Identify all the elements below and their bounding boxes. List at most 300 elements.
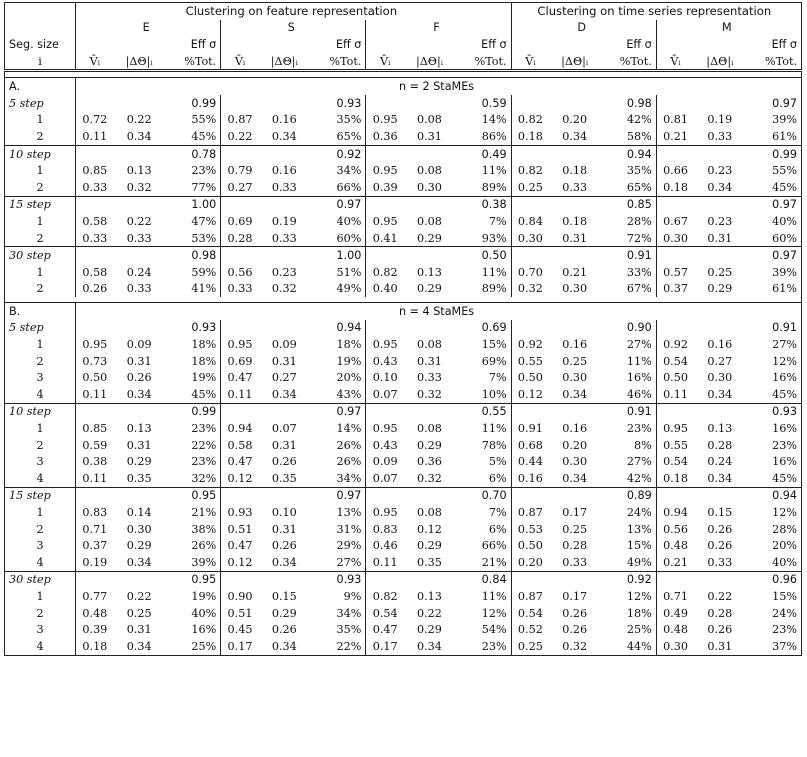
block-eff-row	[5, 403, 802, 420]
v-bar-value: 0.93	[227, 506, 253, 520]
delta-theta-value: 0.34	[408, 638, 455, 655]
block-eff-row	[5, 95, 802, 112]
pct-total-value: 89%	[455, 281, 511, 298]
pct-total-value: 29%	[310, 537, 366, 554]
delta-theta-value: 0.15	[707, 506, 733, 520]
eff-value: 0.99	[165, 95, 221, 112]
data-row	[5, 162, 802, 179]
delta-theta-value: 0.26	[126, 371, 152, 385]
pct-total-value: 15%	[745, 588, 801, 605]
segment-size-label: 5 step	[5, 95, 76, 112]
pct-total-value: 20%	[310, 369, 366, 386]
v-bar-value: 0.11	[82, 471, 108, 485]
delta-theta-value: 0.27	[707, 354, 733, 368]
delta-theta-value: 0.29	[417, 623, 442, 637]
delta-theta-value: 0.31	[271, 522, 297, 536]
data-row	[5, 336, 802, 353]
delta-theta-value: 0.34	[707, 471, 733, 485]
eff-value: 0.38	[455, 196, 511, 213]
pct-total-value: 65%	[310, 128, 366, 145]
seg-index-header: i	[5, 53, 76, 71]
delta-theta-value: 0.29	[126, 455, 152, 469]
segment-index: 1	[5, 588, 76, 605]
delta-theta-value: 0.29	[417, 539, 442, 553]
pct-total-value: 23%	[600, 420, 656, 437]
delta-theta-value: 0.32	[417, 471, 442, 485]
delta-theta-value: 0.26	[707, 539, 733, 553]
eff-header: Eff σ	[165, 36, 221, 53]
v-bar-value: 0.17	[366, 638, 408, 655]
header-eff-spacer	[366, 36, 455, 53]
v-bar-value: 0.83	[372, 522, 398, 536]
pct-total-value: 32%	[165, 470, 221, 487]
delta-theta-header: |ΔΘ|ᵢ	[553, 53, 600, 71]
delta-theta-value: 0.36	[417, 455, 442, 469]
pct-total-value: 23%	[745, 437, 801, 454]
spacer-cell	[5, 71, 802, 78]
delta-theta-value: 0.08	[417, 422, 442, 436]
eff-value: 0.95	[165, 571, 221, 588]
delta-theta-value: 0.26	[707, 623, 733, 637]
v-bar-value: 0.21	[663, 129, 688, 143]
data-row	[5, 420, 802, 437]
v-bar-value: 0.87	[517, 506, 543, 520]
section-label: A.	[5, 78, 76, 95]
segment-index: 1	[5, 420, 76, 437]
block-eff-row	[5, 247, 802, 264]
v-bar-value: 0.18	[663, 471, 688, 485]
v-bar-value: 0.38	[82, 455, 108, 469]
eff-value: 0.89	[600, 487, 656, 504]
v-bar-value: 0.25	[511, 638, 553, 655]
eff-value: 0.97	[310, 487, 366, 504]
v-bar-value: 0.95	[227, 338, 253, 352]
segment-index: 3	[5, 453, 76, 470]
v-bar-value: 0.37	[663, 282, 688, 296]
eff-spacer	[656, 247, 745, 264]
pct-total-value: 35%	[600, 162, 656, 179]
eff-value: 1.00	[165, 196, 221, 213]
data-row	[5, 386, 802, 403]
segment-index: 2	[5, 179, 76, 196]
eff-value: 0.92	[600, 571, 656, 588]
pct-total-header: %Tot.	[600, 53, 656, 71]
header-row-sub	[5, 53, 802, 71]
pct-total-value: 25%	[600, 621, 656, 638]
delta-theta-value: 0.31	[562, 231, 588, 245]
header-eff-spacer	[656, 36, 745, 53]
delta-theta-value: 0.32	[417, 387, 442, 401]
eff-header: Eff σ	[455, 36, 511, 53]
pct-total-value: 61%	[745, 281, 801, 298]
delta-theta-value: 0.29	[417, 282, 442, 296]
segment-size-label: 5 step	[5, 320, 76, 337]
eff-value: 0.69	[455, 320, 511, 337]
v-bar-value: 0.17	[221, 638, 263, 655]
v-bar-value: 0.30	[517, 231, 543, 245]
v-bar-value: 0.82	[517, 113, 543, 127]
header-row-methods	[5, 20, 802, 37]
pct-total-value: 38%	[165, 521, 221, 538]
pct-total-value: 40%	[310, 213, 366, 230]
pct-total-value: 11%	[600, 353, 656, 370]
v-bar-value: 0.33	[227, 282, 253, 296]
segment-index: 1	[5, 213, 76, 230]
segment-index: 2	[5, 605, 76, 622]
eff-spacer	[511, 403, 600, 420]
v-bar-value: 0.73	[82, 354, 108, 368]
pct-total-value: 23%	[165, 162, 221, 179]
delta-theta-value: 0.16	[562, 422, 588, 436]
eff-spacer	[76, 95, 165, 112]
v-bar-value: 0.92	[517, 338, 543, 352]
v-bar-value: 0.07	[372, 471, 398, 485]
pct-total-value: 12%	[745, 353, 801, 370]
v-bar-value: 0.94	[227, 422, 253, 436]
pct-total-value: 6%	[455, 470, 511, 487]
v-bar-value: 0.46	[372, 539, 398, 553]
v-bar-value: 0.12	[517, 387, 543, 401]
pct-total-value: 44%	[600, 638, 656, 655]
pct-total-value: 33%	[600, 264, 656, 281]
v-bar-value: 0.11	[227, 387, 253, 401]
eff-spacer	[656, 487, 745, 504]
data-row	[5, 521, 802, 538]
delta-theta-value: 0.34	[707, 387, 733, 401]
v-bar-value: 0.71	[82, 522, 108, 536]
eff-value: 0.93	[310, 95, 366, 112]
v-bar-value: 0.47	[227, 539, 253, 553]
delta-theta-value: 0.26	[562, 606, 588, 620]
data-row	[5, 453, 802, 470]
v-bar-value: 0.56	[663, 522, 688, 536]
v-bar-value: 0.54	[372, 606, 398, 620]
eff-spacer	[76, 320, 165, 337]
data-row	[5, 112, 802, 129]
delta-theta-value: 0.22	[126, 589, 152, 603]
segment-size-label: 15 step	[5, 196, 76, 213]
delta-theta-value: 0.34	[707, 180, 733, 194]
eff-spacer	[366, 247, 455, 264]
pct-total-value: 59%	[165, 264, 221, 281]
delta-theta-value: 0.30	[417, 180, 442, 194]
pct-total-value: 34%	[310, 162, 366, 179]
delta-theta-value: 0.30	[562, 282, 588, 296]
delta-theta-value: 0.34	[126, 387, 152, 401]
delta-theta-value: 0.26	[707, 522, 733, 536]
delta-theta-value: 0.34	[271, 555, 297, 569]
pct-total-value: 54%	[455, 621, 511, 638]
delta-theta-value: 0.28	[562, 539, 588, 553]
pct-total-value: 45%	[745, 386, 801, 403]
v-bar-value: 0.18	[517, 129, 543, 143]
eff-spacer	[656, 320, 745, 337]
pct-total-value: 53%	[165, 230, 221, 247]
v-bar-value: 0.37	[82, 539, 108, 553]
pct-total-value: 28%	[600, 213, 656, 230]
pct-total-value: 86%	[455, 128, 511, 145]
eff-spacer	[366, 320, 455, 337]
pct-total-value: 13%	[310, 504, 366, 521]
pct-total-value: 60%	[745, 230, 801, 247]
delta-theta-value: 0.30	[562, 455, 588, 469]
pct-total-value: 16%	[600, 369, 656, 386]
v-bar-value: 0.90	[227, 589, 253, 603]
pct-total-value: 39%	[745, 112, 801, 129]
delta-theta-value: 0.10	[271, 506, 297, 520]
pct-total-value: 40%	[745, 213, 801, 230]
v-bar-value: 0.47	[227, 371, 253, 385]
delta-theta-value: 0.16	[271, 164, 297, 178]
delta-theta-value: 0.32	[126, 180, 152, 194]
data-row	[5, 128, 802, 145]
delta-theta-value: 0.08	[417, 214, 442, 228]
delta-theta-value: 0.34	[271, 129, 297, 143]
data-row	[5, 537, 802, 554]
section-spacer	[5, 71, 802, 78]
delta-theta-value: 0.30	[562, 371, 588, 385]
v-bar-value: 0.41	[372, 231, 398, 245]
eff-spacer	[76, 196, 165, 213]
pct-total-value: 15%	[600, 537, 656, 554]
block-eff-row	[5, 571, 802, 588]
delta-theta-value: 0.08	[417, 338, 442, 352]
data-row	[5, 554, 802, 571]
eff-value: 0.91	[600, 247, 656, 264]
delta-theta-value: 0.25	[707, 265, 733, 279]
v-bar-value: 0.81	[663, 113, 688, 127]
delta-theta-value: 0.18	[562, 214, 588, 228]
section-title-row	[5, 78, 802, 95]
pct-total-value: 78%	[455, 437, 511, 454]
v-bar-value: 0.16	[517, 471, 543, 485]
delta-theta-value: 0.20	[562, 438, 588, 452]
pct-total-value: 11%	[455, 420, 511, 437]
eff-spacer	[76, 403, 165, 420]
v-bar-value: 0.09	[372, 455, 398, 469]
method-code-f: F	[366, 20, 511, 37]
v-bar-value: 0.12	[227, 471, 253, 485]
pct-total-value: 55%	[745, 162, 801, 179]
v-bar-value: 0.95	[372, 422, 398, 436]
pct-total-value: 16%	[745, 453, 801, 470]
v-bar-value: 0.18	[663, 180, 688, 194]
v-bar-value: 0.95	[663, 422, 688, 436]
segment-index: 4	[5, 470, 76, 487]
v-bar-value: 0.79	[227, 164, 253, 178]
pct-total-value: 18%	[600, 605, 656, 622]
v-bar-value: 0.18	[76, 638, 118, 655]
eff-value: 0.97	[310, 196, 366, 213]
eff-value: 0.84	[455, 571, 511, 588]
v-bar-value: 0.50	[663, 371, 688, 385]
delta-theta-value: 0.19	[707, 113, 733, 127]
v-bar-value: 0.39	[372, 180, 398, 194]
delta-theta-value: 0.33	[126, 282, 152, 296]
v-bar-value: 0.91	[517, 422, 543, 436]
pct-total-value: 23%	[455, 638, 511, 655]
v-bar-value: 0.84	[517, 214, 543, 228]
segment-index: 2	[5, 521, 76, 538]
v-bar-value: 0.55	[663, 438, 688, 452]
delta-theta-value: 0.16	[271, 113, 297, 127]
delta-theta-value: 0.17	[562, 589, 588, 603]
v-bar-value: 0.47	[372, 623, 398, 637]
eff-value: 0.55	[455, 403, 511, 420]
pct-total-value: 19%	[310, 353, 366, 370]
pct-total-value: 14%	[455, 112, 511, 129]
v-bar-value: 0.44	[517, 455, 543, 469]
pct-total-value: 66%	[310, 179, 366, 196]
data-row	[5, 504, 802, 521]
pct-total-value: 41%	[165, 281, 221, 298]
v-bar-value: 0.82	[372, 589, 398, 603]
delta-theta-value: 0.34	[118, 638, 165, 655]
delta-theta-value: 0.34	[562, 387, 588, 401]
eff-value: 0.90	[600, 320, 656, 337]
eff-value: 1.00	[310, 247, 366, 264]
header-group-timeseries: Clustering on time series representation	[511, 3, 801, 20]
delta-theta-value: 0.28	[707, 438, 733, 452]
v-bar-value: 0.12	[227, 555, 253, 569]
pct-total-header: %Tot.	[745, 53, 801, 71]
section-label: B.	[5, 303, 76, 320]
v-bar-value: 0.43	[372, 354, 398, 368]
segment-index: 1	[5, 112, 76, 129]
eff-value: 0.59	[455, 95, 511, 112]
pct-total-value: 13%	[600, 521, 656, 538]
v-bar-header: V̄ᵢ	[221, 53, 263, 71]
pct-total-value: 18%	[165, 353, 221, 370]
v-bar-value: 0.68	[517, 438, 543, 452]
delta-theta-value: 0.25	[562, 354, 588, 368]
v-bar-value: 0.39	[82, 623, 108, 637]
pct-total-value: 27%	[600, 453, 656, 470]
v-bar-value: 0.58	[82, 265, 108, 279]
v-bar-value: 0.25	[517, 180, 543, 194]
eff-value: 0.98	[600, 95, 656, 112]
delta-theta-value: 0.07	[271, 422, 297, 436]
eff-spacer	[366, 571, 455, 588]
pct-total-value: 58%	[600, 128, 656, 145]
pct-total-value: 5%	[455, 453, 511, 470]
data-row	[5, 281, 802, 298]
delta-theta-value: 0.31	[271, 354, 297, 368]
pct-total-value: 23%	[745, 621, 801, 638]
delta-theta-value: 0.18	[562, 164, 588, 178]
eff-header: Eff σ	[310, 36, 366, 53]
eff-value: 0.91	[600, 403, 656, 420]
results-table	[4, 2, 802, 656]
block-eff-row	[5, 145, 802, 162]
pct-total-value: 9%	[310, 588, 366, 605]
segment-size-label: 30 step	[5, 571, 76, 588]
eff-value: 0.50	[455, 247, 511, 264]
delta-theta-value: 0.09	[271, 338, 297, 352]
eff-value: 0.93	[745, 403, 801, 420]
delta-theta-value: 0.09	[126, 338, 152, 352]
pct-total-value: 93%	[455, 230, 511, 247]
pct-total-value: 46%	[600, 386, 656, 403]
delta-theta-value: 0.31	[126, 354, 152, 368]
eff-spacer	[76, 487, 165, 504]
delta-theta-value: 0.31	[271, 438, 297, 452]
v-bar-header: V̄ᵢ	[511, 53, 553, 71]
eff-spacer	[221, 95, 310, 112]
v-bar-value: 0.54	[663, 354, 688, 368]
v-bar-value: 0.52	[517, 623, 543, 637]
v-bar-value: 0.30	[656, 638, 698, 655]
eff-value: 0.94	[600, 145, 656, 162]
delta-theta-value: 0.33	[562, 180, 588, 194]
data-row	[5, 230, 802, 247]
pct-total-value: 7%	[455, 504, 511, 521]
v-bar-value: 0.67	[663, 214, 688, 228]
delta-theta-value: 0.31	[698, 638, 745, 655]
segment-index: 1	[5, 504, 76, 521]
v-bar-value: 0.30	[663, 231, 688, 245]
delta-theta-value: 0.33	[126, 231, 152, 245]
delta-theta-header: |ΔΘ|ᵢ	[698, 53, 745, 71]
delta-theta-value: 0.27	[271, 371, 297, 385]
segment-index: 1	[5, 162, 76, 179]
delta-theta-value: 0.26	[271, 455, 297, 469]
delta-theta-value: 0.15	[271, 589, 297, 603]
pct-total-value: 18%	[310, 336, 366, 353]
eff-spacer	[656, 403, 745, 420]
pct-total-value: 72%	[600, 230, 656, 247]
delta-theta-value: 0.35	[417, 555, 442, 569]
segment-index: 4	[5, 386, 76, 403]
pct-total-value: 27%	[600, 336, 656, 353]
delta-theta-value: 0.13	[126, 422, 152, 436]
seg-size-header: Seg. size	[5, 36, 76, 53]
delta-theta-value: 0.33	[271, 180, 297, 194]
delta-theta-value: 0.26	[271, 539, 297, 553]
delta-theta-value: 0.34	[562, 471, 588, 485]
delta-theta-value: 0.24	[707, 455, 733, 469]
delta-theta-value: 0.31	[417, 354, 442, 368]
segment-index: 2	[5, 437, 76, 454]
pct-total-value: 39%	[745, 264, 801, 281]
delta-theta-value: 0.33	[271, 231, 297, 245]
v-bar-value: 0.11	[82, 129, 108, 143]
delta-theta-value: 0.31	[126, 438, 152, 452]
eff-header: Eff σ	[745, 36, 801, 53]
v-bar-value: 0.58	[227, 438, 253, 452]
data-row	[5, 437, 802, 454]
v-bar-value: 0.11	[82, 387, 108, 401]
delta-theta-value: 0.26	[562, 623, 588, 637]
pct-total-value: 11%	[455, 588, 511, 605]
delta-theta-value: 0.33	[707, 129, 733, 143]
delta-theta-value: 0.33	[562, 555, 588, 569]
v-bar-value: 0.95	[372, 214, 398, 228]
v-bar-value: 0.33	[82, 180, 108, 194]
method-code-m: M	[656, 20, 801, 37]
pct-total-value: 16%	[745, 369, 801, 386]
v-bar-value: 0.92	[663, 338, 688, 352]
eff-spacer	[511, 95, 600, 112]
v-bar-value: 0.94	[663, 506, 688, 520]
eff-value: 0.91	[745, 320, 801, 337]
v-bar-value: 0.95	[372, 113, 398, 127]
delta-theta-value: 0.16	[707, 338, 733, 352]
block-eff-row	[5, 320, 802, 337]
pct-total-value: 34%	[310, 470, 366, 487]
pct-total-value: 15%	[455, 336, 511, 353]
delta-theta-value: 0.17	[562, 506, 588, 520]
